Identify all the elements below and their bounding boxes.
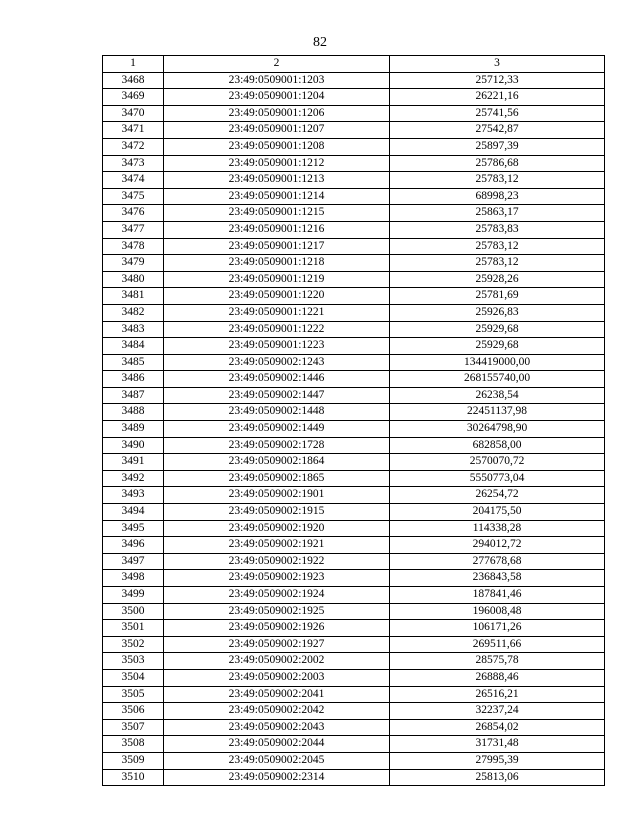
cadastral-value-cell: 25786,68 [390,155,605,172]
table-header-row [103,56,605,73]
row-number-cell: 3488 [103,404,164,421]
cadastral-number-cell: 23:49:0509001:1204 [164,89,390,106]
cadastral-value-cell: 269511,66 [390,636,605,653]
row-number-cell: 3500 [103,603,164,620]
table-row [103,537,605,554]
cadastral-number-cell: 23:49:0509002:1449 [164,421,390,438]
cadastral-value-cell: 25783,12 [390,238,605,255]
table-row [103,653,605,670]
row-number-cell: 3471 [103,122,164,139]
cadastral-number-cell: 23:49:0509002:1243 [164,354,390,371]
table-row [103,221,605,238]
cadastral-number-cell: 23:49:0509002:2042 [164,703,390,720]
cadastral-value-cell: 25926,83 [390,304,605,321]
table-row [103,371,605,388]
table-row [103,520,605,537]
cadastral-value-cell: 27995,39 [390,752,605,769]
cadastral-value-cell: 28575,78 [390,653,605,670]
cadastral-value-cell: 30264798,90 [390,421,605,438]
cadastral-number-cell: 23:49:0509001:1206 [164,105,390,122]
row-number-cell: 3487 [103,387,164,404]
table-row [103,769,605,786]
cadastral-number-cell: 23:49:0509002:1864 [164,454,390,471]
row-number-cell: 3501 [103,620,164,637]
cadastral-number-cell: 23:49:0509001:1222 [164,321,390,338]
row-number-cell: 3470 [103,105,164,122]
cadastral-value-cell: 268155740,00 [390,371,605,388]
table-row [103,172,605,189]
table-row [103,205,605,222]
cadastral-number-cell: 23:49:0509002:2043 [164,719,390,736]
cadastral-value-cell: 25813,06 [390,769,605,786]
table-row [103,288,605,305]
cadastral-value-cell: 25712,33 [390,72,605,89]
cadastral-number-cell: 23:49:0509001:1207 [164,122,390,139]
table-row [103,105,605,122]
column-header-cadastral-value: 3 [390,56,605,73]
table-row [103,89,605,106]
row-number-cell: 3472 [103,138,164,155]
cadastral-number-cell: 23:49:0509002:2045 [164,752,390,769]
table-row [103,636,605,653]
table-row [103,570,605,587]
cadastral-number-cell: 23:49:0509002:1922 [164,553,390,570]
cadastral-value-cell: 5550773,04 [390,470,605,487]
table-row [103,421,605,438]
row-number-cell: 3485 [103,354,164,371]
row-number-cell: 3468 [103,72,164,89]
cadastral-value-cell: 25929,68 [390,321,605,338]
table-row [103,686,605,703]
table-row [103,669,605,686]
row-number-cell: 3482 [103,304,164,321]
table-row [103,504,605,521]
row-number-cell: 3498 [103,570,164,587]
table-row [103,338,605,355]
cadastral-value-cell: 68998,23 [390,188,605,205]
table-row [103,620,605,637]
table-row [103,752,605,769]
table-row [103,387,605,404]
cadastral-value-cell: 26254,72 [390,487,605,504]
cadastral-number-cell: 23:49:0509002:1924 [164,587,390,604]
table-row [103,587,605,604]
cadastral-number-cell: 23:49:0509002:1446 [164,371,390,388]
row-number-cell: 3479 [103,255,164,272]
row-number-cell: 3508 [103,736,164,753]
cadastral-number-cell: 23:49:0509002:1923 [164,570,390,587]
cadastral-number-cell: 23:49:0509002:1915 [164,504,390,521]
cadastral-number-cell: 23:49:0509001:1208 [164,138,390,155]
table-row [103,122,605,139]
table-row [103,255,605,272]
row-number-cell: 3503 [103,653,164,670]
cadastral-number-cell: 23:49:0509002:1865 [164,470,390,487]
row-number-cell: 3494 [103,504,164,521]
cadastral-value-cell: 25741,56 [390,105,605,122]
table-row [103,238,605,255]
row-number-cell: 3480 [103,271,164,288]
cadastral-number-cell: 23:49:0509001:1221 [164,304,390,321]
cadastral-value-cell: 25783,12 [390,172,605,189]
cadastral-number-cell: 23:49:0509002:1920 [164,520,390,537]
cadastral-value-cell: 2570070,72 [390,454,605,471]
row-number-cell: 3499 [103,587,164,604]
cadastral-number-cell: 23:49:0509002:1926 [164,620,390,637]
table-row [103,454,605,471]
table-body [103,56,605,786]
cadastral-number-cell: 23:49:0509001:1214 [164,188,390,205]
page-number: 82 [313,35,327,50]
table-row [103,603,605,620]
cadastral-number-cell: 23:49:0509002:2314 [164,769,390,786]
cadastral-number-cell: 23:49:0509001:1203 [164,72,390,89]
cadastral-number-cell: 23:49:0509001:1215 [164,205,390,222]
cadastral-number-cell: 23:49:0509002:2041 [164,686,390,703]
cadastral-value-cell: 25781,69 [390,288,605,305]
cadastral-number-cell: 23:49:0509001:1218 [164,255,390,272]
cadastral-value-cell: 25783,12 [390,255,605,272]
cadastral-number-cell: 23:49:0509001:1217 [164,238,390,255]
row-number-cell: 3490 [103,437,164,454]
cadastral-number-cell: 23:49:0509001:1220 [164,288,390,305]
cadastral-number-cell: 23:49:0509001:1223 [164,338,390,355]
table-row [103,404,605,421]
cadastral-number-cell: 23:49:0509002:1447 [164,387,390,404]
cadastral-value-cell: 277678,68 [390,553,605,570]
row-number-cell: 3483 [103,321,164,338]
cadastral-number-cell: 23:49:0509002:2002 [164,653,390,670]
cadastral-number-cell: 23:49:0509001:1213 [164,172,390,189]
row-number-cell: 3492 [103,470,164,487]
table-row [103,304,605,321]
table-row [103,72,605,89]
cadastral-value-cell: 204175,50 [390,504,605,521]
row-number-cell: 3481 [103,288,164,305]
table-row [103,437,605,454]
cadastral-value-cell: 25928,26 [390,271,605,288]
row-number-cell: 3473 [103,155,164,172]
cadastral-number-cell: 23:49:0509002:2044 [164,736,390,753]
cadastral-number-cell: 23:49:0509002:1448 [164,404,390,421]
cadastral-number-cell: 23:49:0509002:1728 [164,437,390,454]
cadastral-value-cell: 31731,48 [390,736,605,753]
row-number-cell: 3469 [103,89,164,106]
row-number-cell: 3476 [103,205,164,222]
table-row [103,719,605,736]
row-number-cell: 3486 [103,371,164,388]
cadastral-value-cell: 294012,72 [390,537,605,554]
table-row [103,155,605,172]
cadastral-value-cell: 26888,46 [390,669,605,686]
cadastral-number-cell: 23:49:0509002:2003 [164,669,390,686]
table-row [103,703,605,720]
row-number-cell: 3484 [103,338,164,355]
cadastral-value-table [102,55,605,786]
row-number-cell: 3497 [103,553,164,570]
row-number-cell: 3495 [103,520,164,537]
cadastral-value-cell: 25863,17 [390,205,605,222]
cadastral-number-cell: 23:49:0509002:1927 [164,636,390,653]
cadastral-value-cell: 25783,83 [390,221,605,238]
table-row [103,138,605,155]
cadastral-number-cell: 23:49:0509001:1219 [164,271,390,288]
table-row [103,736,605,753]
cadastral-value-cell: 26854,02 [390,719,605,736]
row-number-cell: 3477 [103,221,164,238]
table-row [103,487,605,504]
row-number-cell: 3491 [103,454,164,471]
table-row [103,470,605,487]
cadastral-value-cell: 196008,48 [390,603,605,620]
cadastral-value-cell: 26238,54 [390,387,605,404]
row-number-cell: 3474 [103,172,164,189]
table-row [103,271,605,288]
cadastral-value-cell: 114338,28 [390,520,605,537]
table-row [103,321,605,338]
cadastral-number-cell: 23:49:0509001:1212 [164,155,390,172]
row-number-cell: 3507 [103,719,164,736]
cadastral-value-cell: 682858,00 [390,437,605,454]
row-number-cell: 3504 [103,669,164,686]
cadastral-value-cell: 25897,39 [390,138,605,155]
row-number-cell: 3496 [103,537,164,554]
row-number-cell: 3493 [103,487,164,504]
row-number-cell: 3478 [103,238,164,255]
cadastral-number-cell: 23:49:0509002:1925 [164,603,390,620]
row-number-cell: 3489 [103,421,164,438]
cadastral-number-cell: 23:49:0509002:1921 [164,537,390,554]
row-number-cell: 3475 [103,188,164,205]
row-number-cell: 3502 [103,636,164,653]
cadastral-value-cell: 22451137,98 [390,404,605,421]
cadastral-number-cell: 23:49:0509001:1216 [164,221,390,238]
row-number-cell: 3509 [103,752,164,769]
table-row [103,354,605,371]
cadastral-value-cell: 26516,21 [390,686,605,703]
column-header-number: 1 [103,56,164,73]
cadastral-value-cell: 26221,16 [390,89,605,106]
table-row [103,188,605,205]
cadastral-value-cell: 32237,24 [390,703,605,720]
cadastral-value-cell: 25929,68 [390,338,605,355]
row-number-cell: 3505 [103,686,164,703]
cadastral-value-cell: 236843,58 [390,570,605,587]
cadastral-value-cell: 27542,87 [390,122,605,139]
column-header-cadastral-number: 2 [164,56,390,73]
cadastral-value-cell: 134419000,00 [390,354,605,371]
row-number-cell: 3510 [103,769,164,786]
table-row [103,553,605,570]
cadastral-value-cell: 187841,46 [390,587,605,604]
row-number-cell: 3506 [103,703,164,720]
cadastral-number-cell: 23:49:0509002:1901 [164,487,390,504]
cadastral-value-cell: 106171,26 [390,620,605,637]
